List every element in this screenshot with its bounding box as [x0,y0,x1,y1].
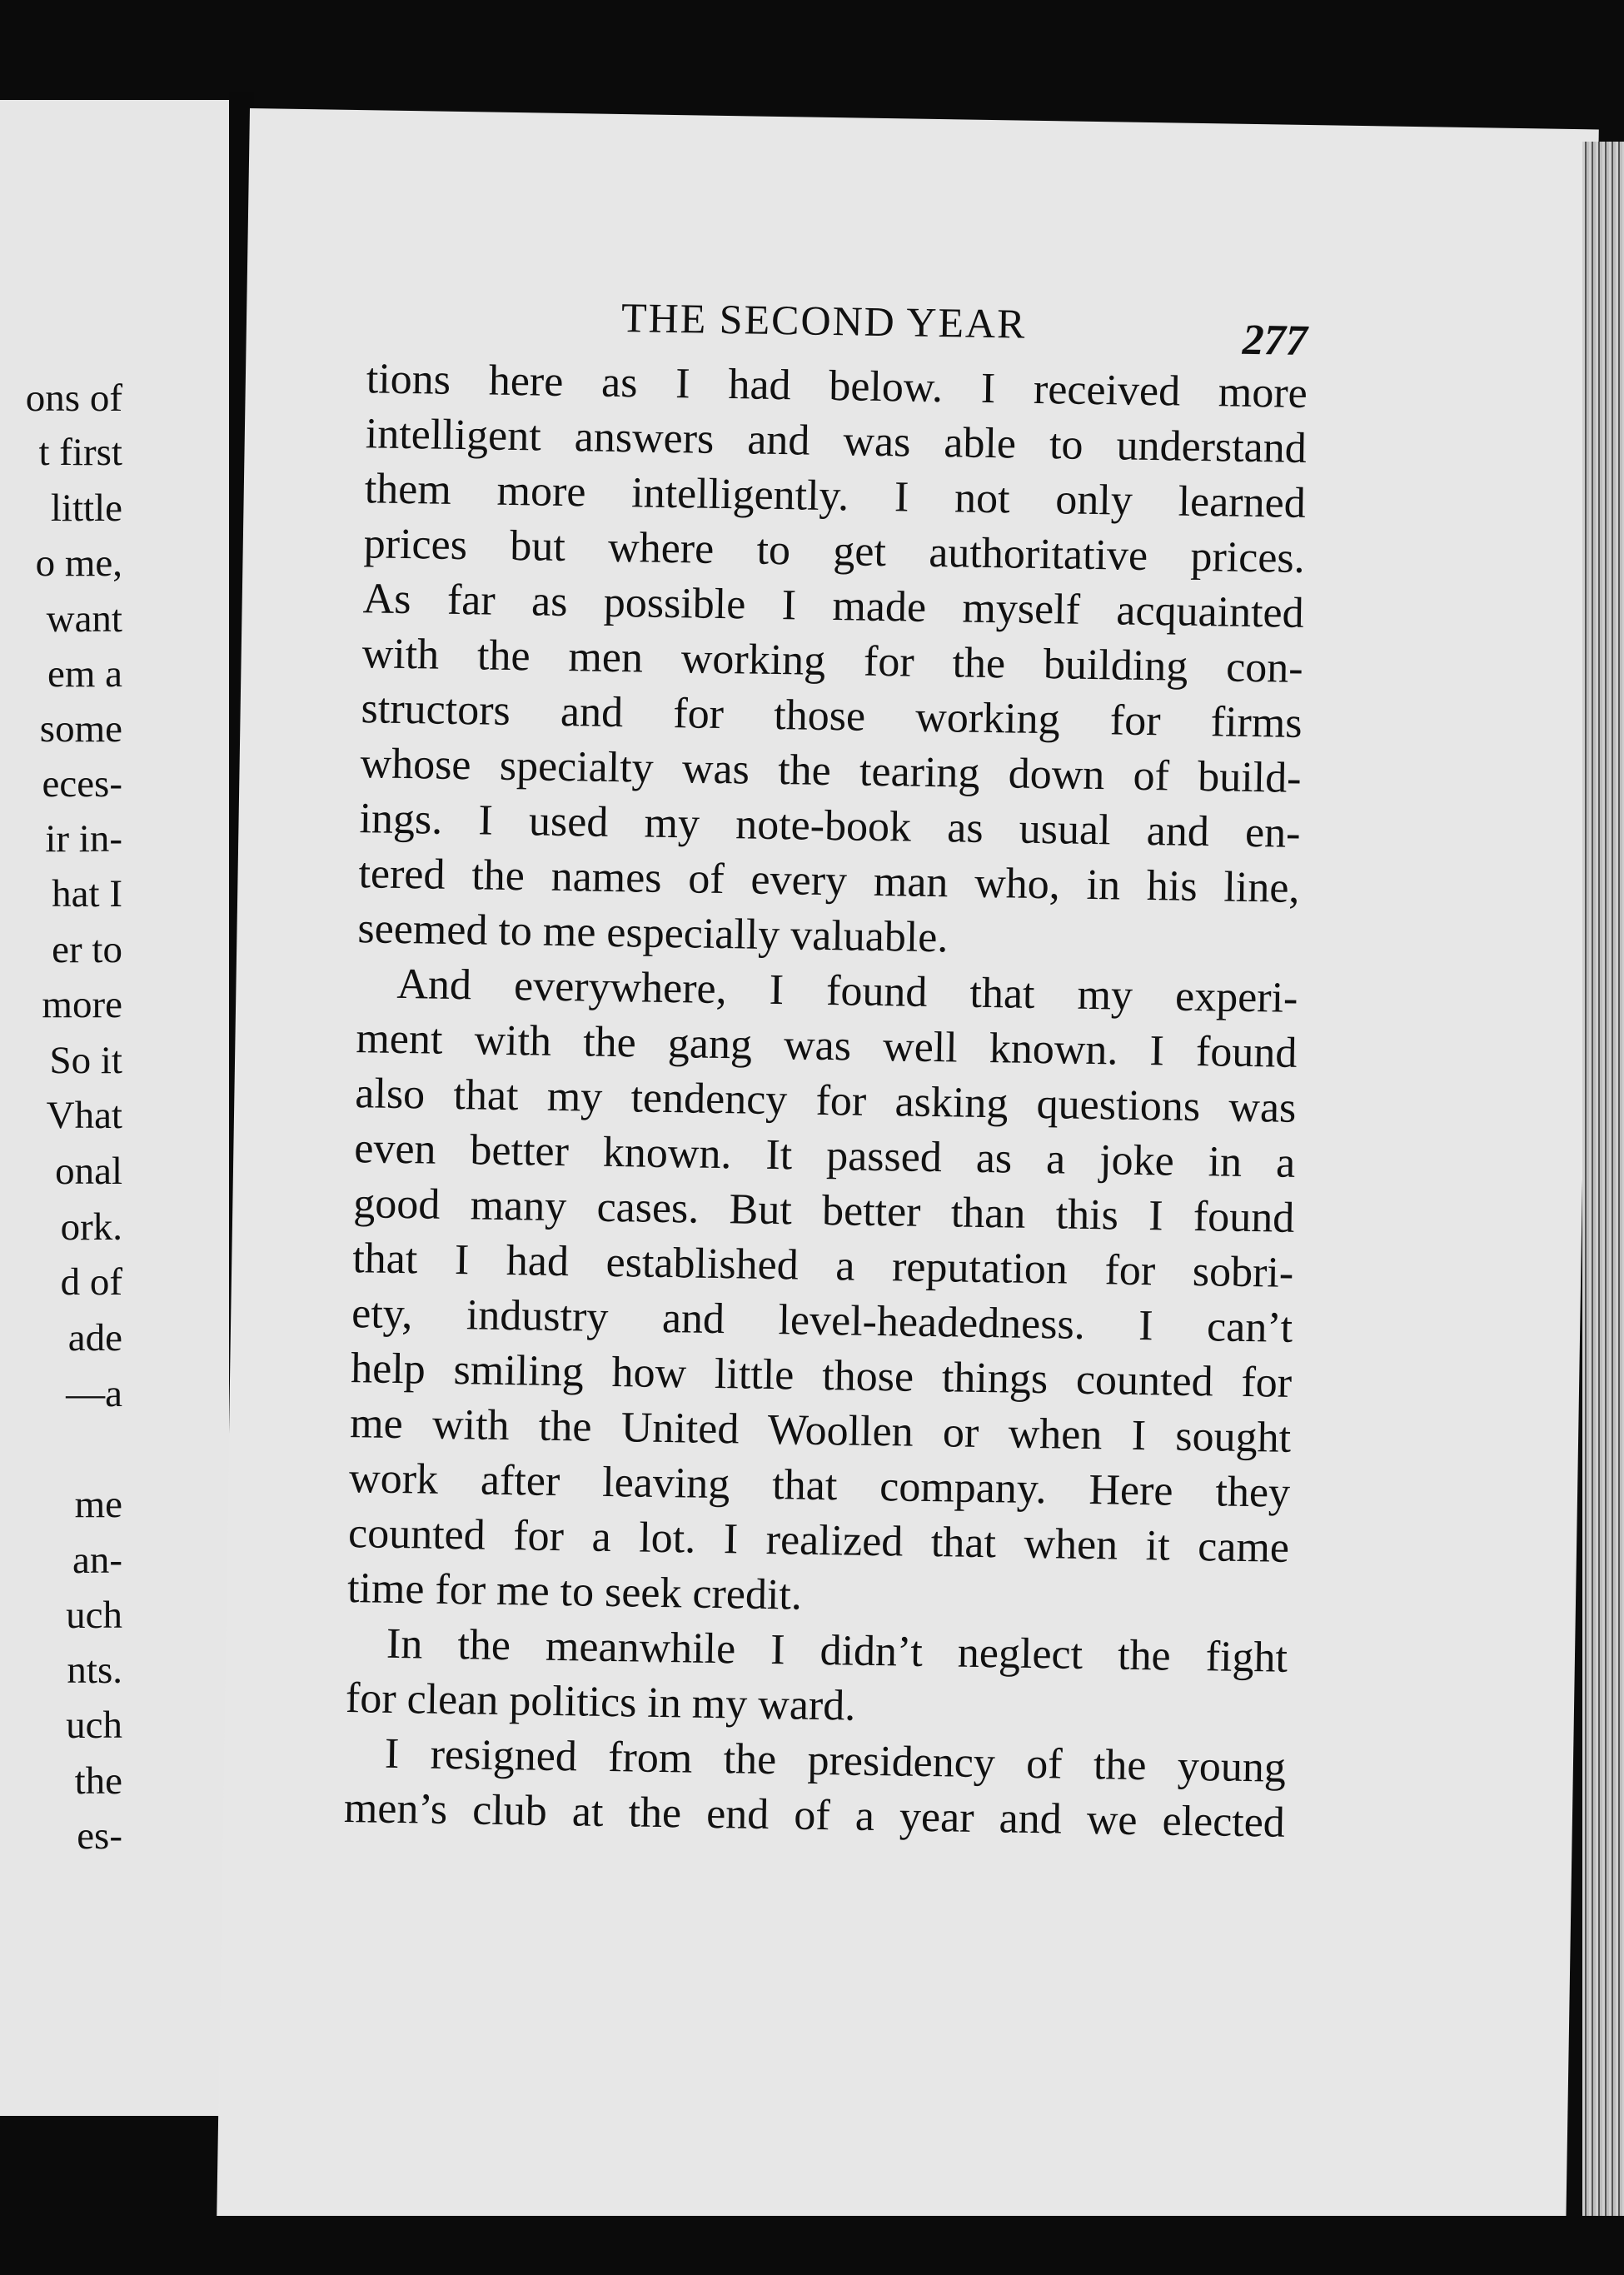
left-page-line: Vhat [46,1094,122,1137]
text-line: even better known. It passed as a joke in a [353,1125,1296,1187]
text-line: In the meanwhile I didn’t neglect the fight [386,1619,1288,1682]
left-page-line: d of [60,1260,122,1304]
text-line: whose specialty was the tearing down of build- [360,740,1302,802]
left-page-line: ade [67,1316,122,1360]
text-line: seemed to me especially valuable. [357,905,949,962]
left-page-line: me [74,1483,122,1526]
text-line: that I had established a reputation for sobri- [351,1235,1294,1297]
text-line: And everywhere, I found that my experi- [396,960,1298,1022]
left-page-line: nts. [67,1649,122,1692]
scan-bottom-shadow [0,2216,1624,2275]
left-page-line: an- [72,1539,122,1582]
left-page-line: want [46,597,122,641]
left-page-line: some [39,707,122,751]
page-edges [1582,142,1624,2249]
left-page-line: ork. [60,1205,122,1249]
text-line: me with the United Woollen or when I sought [349,1399,1292,1462]
text-line: work after leaving that company. Here they [348,1454,1291,1517]
left-page-line: er to [52,928,122,971]
text-line: ety, industry and level-headedness. I can’t [351,1290,1293,1352]
text-line: also that my tendency for asking questions was [354,1070,1297,1132]
text-line: ings. I used my note-book as usual and en- [359,795,1301,857]
left-page [0,100,229,2116]
left-page-line: uch [66,1594,122,1637]
left-page-line: o me, [35,541,122,585]
text-line: ment with the gang was well known. I found [356,1015,1298,1077]
text-line: intelligent answers and was able to understand [365,410,1308,472]
page-body [343,352,1308,1851]
text-line: men’s club at the end of a year and we elected [343,1784,1286,1847]
text-line: As far as possible I made myself acquainted [362,575,1305,637]
page-number: 277 [1242,316,1308,365]
left-page-line: little [50,486,122,530]
left-page-line: uch [66,1704,122,1747]
text-line: good many cases. But better than this I found [352,1180,1295,1242]
left-page-line: So it [49,1039,122,1082]
text-line: structors and for those working for firms [361,685,1303,747]
left-page-line: —a [66,1372,122,1415]
text-line: I resigned from the presidency of the young [384,1729,1287,1792]
text-line: with the men working for the building con- [361,630,1304,692]
left-page-line: onal [55,1150,122,1193]
left-page-line: eces- [42,762,122,806]
left-page-line: ons of [25,377,122,420]
text-line: tions here as I had below. I received more [366,355,1308,417]
left-page-line: more [42,983,122,1026]
left-page-line: the [74,1759,122,1803]
text-line: them more intelligently. I not only learned [364,465,1307,527]
left-page-line: em a [47,652,122,696]
left-page-line: ir in- [45,817,122,861]
text-line: tered the names of every man who, in his line, [358,850,1300,912]
text-line: prices but where to get authoritative prices. [363,520,1306,582]
right-page [217,108,1599,2270]
text-line: help smiling how little those things counted for [350,1345,1293,1407]
left-page-line: t first [38,431,122,474]
left-page-line: hat I [52,872,122,915]
left-page-line: es- [77,1814,122,1858]
running-head: THE SECOND YEAR [620,294,1027,347]
text-line: time for me to seek credit. [346,1564,803,1619]
text-line: for clean politics in my ward. [345,1674,856,1730]
text-line: counted for a lot. I realized that when it came [347,1509,1290,1572]
